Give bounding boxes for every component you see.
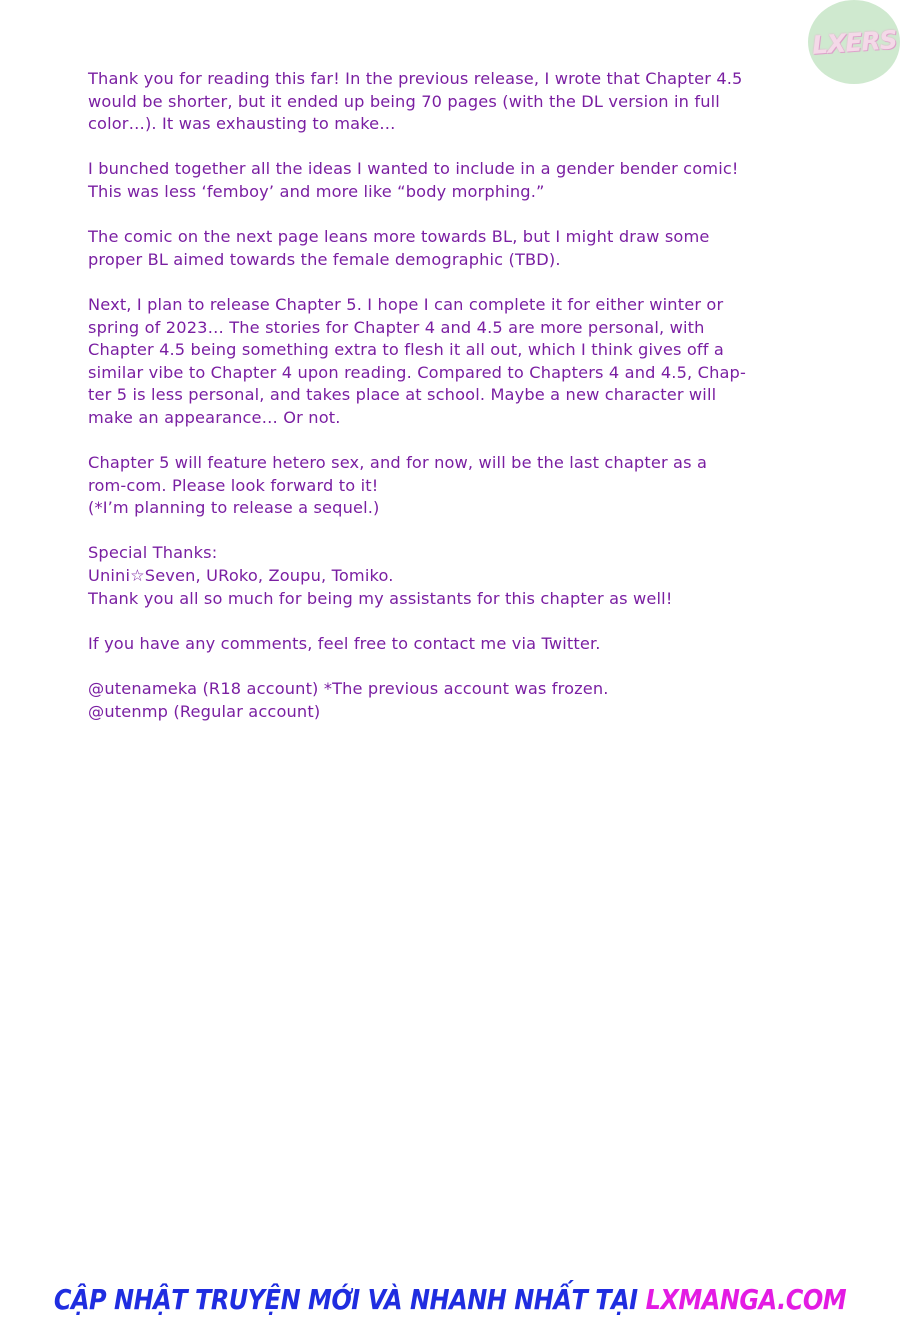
banner-site-link[interactable]: LXMANGA.COM xyxy=(645,1283,847,1317)
lxers-logo xyxy=(808,0,900,84)
paragraph-contact xyxy=(88,633,808,656)
paragraph-accounts xyxy=(88,678,808,723)
text-line: similar vibe to Chapter 4 upon reading. Compared to Chapters 4 and 4.5, Chap- xyxy=(88,362,746,382)
twitter-account-r18: @utenameka (R18 account) *The previous account was frozen. xyxy=(88,679,609,699)
text-line: Thank you all so much for being my assistants for this chapter as well! xyxy=(88,588,673,608)
text-line: Next, I plan to release Chapter 5. I hope I can complete it for either winter or xyxy=(88,294,724,314)
twitter-account-regular: @utenmp (Regular account) xyxy=(88,701,321,721)
text-line: Special Thanks: xyxy=(88,543,218,563)
text-line: Chapter 5 will feature hetero sex, and for now, will be the last chapter as a xyxy=(88,453,708,473)
paragraph-special-thanks xyxy=(88,542,808,610)
text-line: If you have any comments, feel free to contact me via Twitter. xyxy=(88,633,601,653)
text-line: Chapter 4.5 being something extra to flesh it all out, which I think gives off a xyxy=(88,340,724,360)
text-line: Unini☆Seven, URoko, Zoupu, Tomiko. xyxy=(88,566,394,586)
text-line: This was less ‘femboy’ and more like “body morphing.” xyxy=(88,181,545,201)
promo-banner xyxy=(0,1280,900,1320)
text-line: ter 5 is less personal, and takes place at school. Maybe a new character will xyxy=(88,385,717,405)
logo-text: LXERS xyxy=(810,24,898,60)
paragraph-release-note xyxy=(88,68,808,136)
paragraph-ideas xyxy=(88,158,808,203)
text-line: make an appearance… Or not. xyxy=(88,407,341,427)
text-line: rom-com. Please look forward to it! xyxy=(88,475,379,495)
text-line: would be shorter, but it ended up being 70 pages (with the DL version in full xyxy=(88,91,720,111)
text-line: (*I’m planning to release a sequel.) xyxy=(88,498,380,518)
text-line: I bunched together all the ideas I wanted to include in a gender bender comic! xyxy=(88,159,739,179)
text-line: Thank you for reading this far! In the previous release, I wrote that Chapter 4.5 xyxy=(88,69,743,88)
paragraph-chapter-5-plan xyxy=(88,294,808,430)
paragraph-chapter-5-feature xyxy=(88,452,808,520)
afterword-text xyxy=(88,68,808,746)
text-line: spring of 2023… The stories for Chapter 4 and 4.5 are more personal, with xyxy=(88,317,705,337)
text-line: The comic on the next page leans more towards BL, but I might draw some xyxy=(88,227,710,247)
text-line: proper BL aimed towards the female demographic (TBD). xyxy=(88,249,561,269)
banner-main-text: CẬP NHẬT TRUYỆN MỚI VÀ NHANH NHẤT TẠI xyxy=(53,1283,638,1317)
paragraph-next-page xyxy=(88,226,808,271)
text-line: color…). It was exhausting to make… xyxy=(88,114,396,134)
